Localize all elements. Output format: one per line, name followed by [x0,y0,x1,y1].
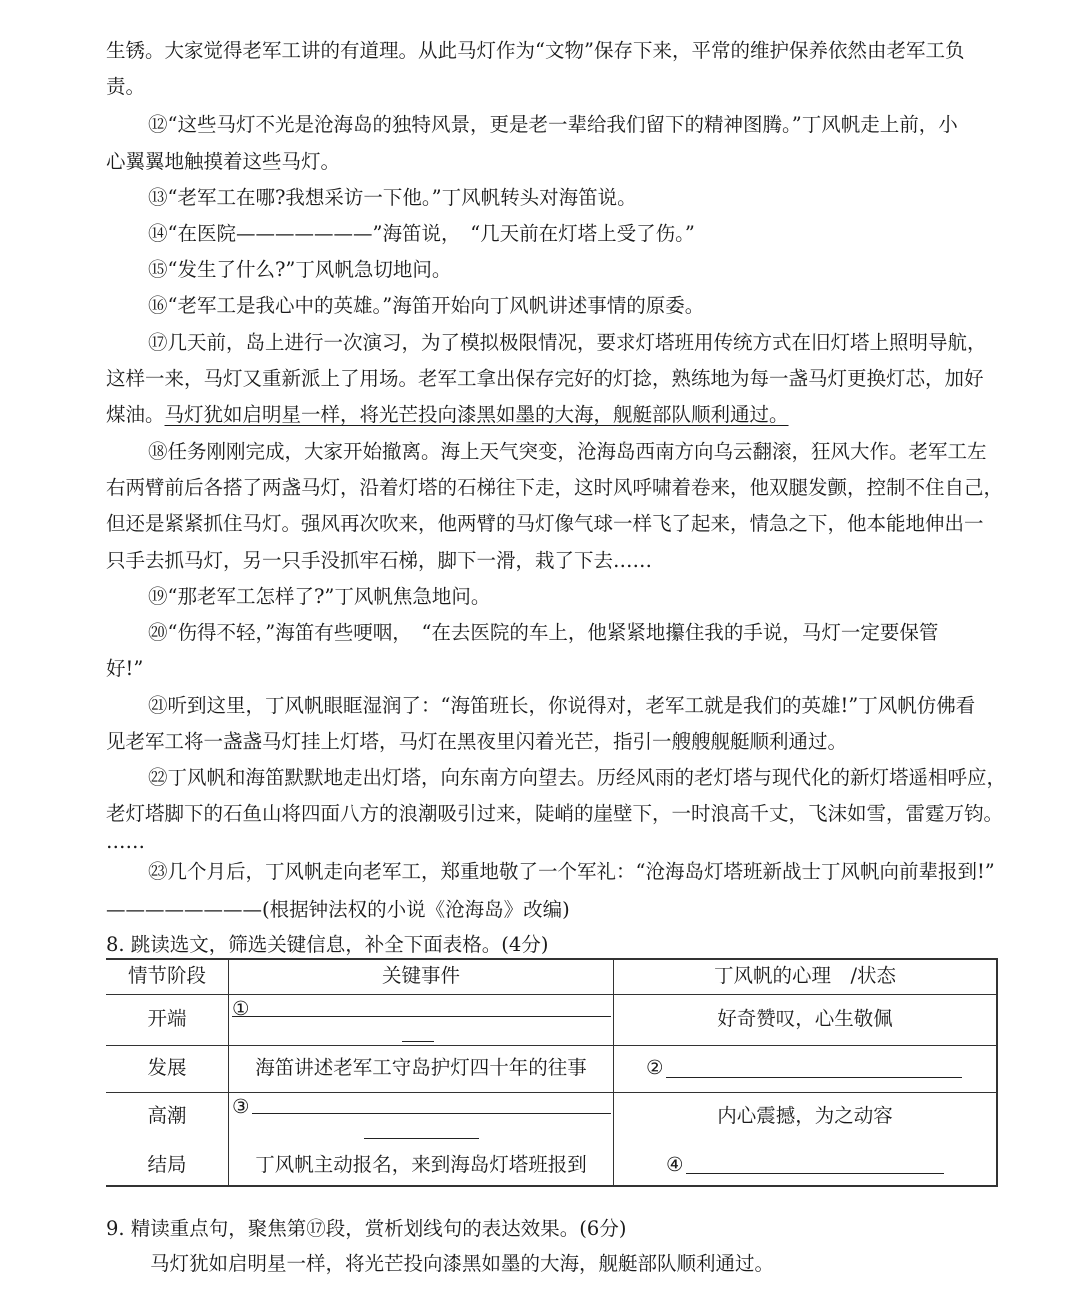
state-cell: 内心震撼，为之动容 [717,1104,893,1127]
blank-marker: ④ [666,1153,684,1176]
passage-line: 生锈。大家觉得老军工讲的有道理。从此马灯作为“文物”保存下来，平常的维护保养依然由老军工负 [106,39,965,62]
paragraph-23: ㉓几个月后，丁风帆走向老军工，郑重地敬了一个军礼：“沧海岛灯塔班新战士丁风帆向前辈报到!” [148,860,995,883]
paragraph-17: ⑰几天前，岛上进行一次演习，为了模拟极限情况，要求灯塔班用传统方式在旧灯塔上照明导航， [148,331,987,354]
table-rule [106,1092,998,1093]
paragraph-12: ⑫“这些马灯不光是沧海岛的独特风景，更是老一辈给我们留下的精神图腾。”丁风帆走上前，小 [148,113,958,136]
blank-marker: ② [646,1056,664,1079]
paragraph-16: ⑯“老军工是我心中的英雄。”海笛开始向丁风帆讲述事情的原委。 [148,294,705,317]
state-cell: 好奇赞叹，心生敬佩 [717,1007,893,1030]
blank-marker: ① [232,997,250,1020]
blank-marker: ③ [232,1095,250,1118]
paragraph-22: ㉒丁风帆和海笛默默地走出灯塔，向东南方向望去。历经风雨的老灯塔与现代化的新灯塔遥相呼应， [148,766,1007,789]
paragraph-14: ⑭“在医院———————”海笛说， “几天前在灯塔上受了伤。” [148,222,695,245]
table-border [996,958,998,1186]
stage-cell: 结局 [147,1153,187,1176]
stage-cell: 发展 [147,1056,187,1079]
table-border [106,958,998,960]
paragraph-21: ㉑听到这里，丁风帆眼眶湿润了：“海笛班长，你说得对，老军工就是我们的英雄!”丁风帆仿佛看 [148,694,976,717]
paragraph-18: ⑱任务刚刚完成，大家开始撤离。海上天气突变，沧海岛西南方向乌云翻滚，狂风大作。老军工左 [148,440,987,463]
stage-cell: 高潮 [147,1104,187,1127]
passage-line: 责。 [106,75,146,98]
table-column-rule [613,958,614,1186]
passage-line [106,402,986,428]
plot-table [106,958,998,1186]
passage-line: 心翼翼地触摸着这些马灯。 [106,150,341,173]
passage-line: 见老军工将一盏盏马灯挂上灯塔，马灯在黑夜里闪着光芒，指引一艘艘舰艇顺利通过。 [106,730,848,753]
header-state: 丁风帆的心理 /状态 [713,964,897,987]
question-9-prompt: 9. 精读重点句，聚焦第⑰段，赏析划线句的表达效果。(6分) [106,1217,627,1240]
answer-blank-3[interactable] [252,1113,611,1114]
answer-blank-4[interactable] [686,1173,944,1174]
answer-blank-1[interactable] [232,1016,611,1017]
paragraph-19: ⑲“那老军工怎样了?”丁风帆焦急地问。 [148,585,491,608]
table-rule [106,1045,998,1046]
question-9-sentence: 马灯犹如启明星一样，将光芒投向漆黑如墨的大海，舰艇部队顺利通过。 [150,1252,775,1275]
passage-text: 煤油。 [106,403,165,426]
stage-cell: 开端 [147,1007,187,1030]
passage-line: 老灯塔脚下的石鱼山将四面八方的浪潮吸引过来，陡峭的崖壁下，一时浪高千丈，飞沫如雪，雷霆万钧。 [106,802,1004,825]
passage-line: 只手去抓马灯，另一只手没抓牢石梯，脚下一滑，栽了下去…… [106,549,653,572]
passage-line: 但还是紧紧抓住马灯。强风再次吹来，他两臂的马灯像气球一样飞了起来，情急之下，他本能地伸出一 [106,512,984,535]
passage-line: 这样一来，马灯又重新派上了用场。老军工拿出保存完好的灯捻，熟练地为每一盏马灯更换灯芯，加好 [106,367,984,390]
paragraph-13: ⑬“老军工在哪?我想采访一下他。”丁风帆转头对海笛说。 [148,186,637,209]
passage-line: 好!” [106,657,144,680]
underlined-sentence: 马灯犹如启明星一样，将光芒投向漆黑如墨的大海，舰艇部队顺利通过。 [164,403,789,426]
table-border [106,1185,998,1187]
ellipsis: …… [106,830,145,853]
table-rule [106,994,998,995]
header-event: 关键事件 [381,964,460,987]
paragraph-15: ⑮“发生了什么?”丁风帆急切地问。 [148,258,452,281]
answer-blank-1-tail[interactable] [402,1041,434,1042]
passage-line: 右两臂前后各搭了两盏马灯，沿着灯塔的石梯往下走，这时风呼啸着卷来，他双腿发颤，控制不住自己， [106,476,1004,499]
answer-blank-2[interactable] [666,1077,962,1078]
question-8-prompt: 8. 跳读选文，筛选关键信息，补全下面表格。(4分) [106,933,549,956]
header-stage: 情节阶段 [127,964,206,987]
answer-blank-3-tail[interactable] [364,1138,479,1139]
paragraph-20: ⑳“伤得不轻，”海笛有些哽咽， “在去医院的车上，他紧紧地攥住我的手说，马灯一定要保管 [148,621,939,644]
event-cell: 海笛讲述老军工守岛护灯四十年的往事 [255,1056,587,1079]
event-cell: 丁风帆主动报名，来到海岛灯塔班报到 [255,1153,587,1176]
source-note: ————————(根据钟法权的小说《沧海岛》改编) [106,898,570,921]
